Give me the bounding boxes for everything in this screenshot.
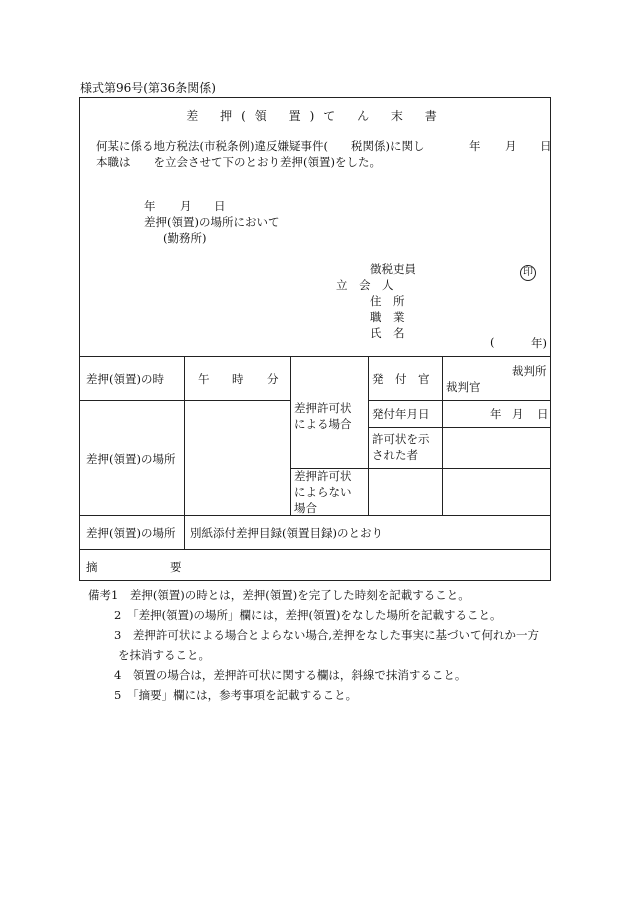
note-3-cont: を抹消すること。	[118, 648, 210, 662]
intro-line-1: 何某に係る地方税法(市税条例)違反嫌疑事件( 税関係)に関し	[96, 139, 425, 153]
court-label: 裁判所	[512, 364, 547, 378]
name-label: 氏 名	[370, 326, 405, 340]
address-label: 住 所	[370, 294, 405, 308]
intro-year: 年	[469, 139, 481, 153]
time-am-pm: 午	[198, 372, 210, 386]
document-title: 差 押(領 置)て ん 末 書	[186, 109, 446, 123]
time-minute: 分	[267, 372, 279, 386]
note-1: 備考1 差押(領置)の時とは，差押(領置)を完了した時刻を記載すること。	[88, 588, 470, 602]
col-rule-3	[368, 356, 369, 515]
issue-day: 日	[537, 407, 549, 421]
place-label: 差押(領置)の場所	[86, 452, 176, 466]
summary-label-2: 要	[170, 560, 182, 574]
note-2: 2 「差押(領置)の場所」欄には，差押(領置)をなした場所を記載すること。	[114, 608, 502, 622]
age-close: 年)	[531, 336, 547, 350]
occupation-label: 職 業	[370, 310, 405, 324]
notes	[88, 585, 539, 705]
no-warrant-case-label: 差押許可状 によらない 場合	[294, 469, 352, 515]
office-line: (勤務所)	[163, 231, 207, 245]
intro-line-2: 本職は を立会させて下のとおり差押(領置)をした。	[96, 155, 381, 169]
rule-time-row	[80, 400, 290, 401]
col-rule-1	[184, 356, 185, 549]
summary-label-1: 摘	[86, 560, 98, 574]
intro-month: 月	[505, 139, 517, 153]
note-4: 4 領置の場合は，差押許可状に関する欄は，斜線で抹消すること。	[114, 668, 467, 682]
intro-day: 日	[540, 139, 552, 153]
issuer-label: 発 付 官	[372, 372, 430, 386]
age-open: (	[490, 335, 495, 349]
issue-month: 月	[512, 407, 524, 421]
time-hour: 時	[232, 372, 244, 386]
form-box	[79, 97, 551, 581]
warrant-case-label: 差押許可状 による場合	[294, 401, 352, 431]
place-label-2: 差押(領置)の場所	[86, 526, 176, 540]
issue-date-label: 発付年月日	[372, 407, 430, 421]
rule-issue-date-row	[368, 427, 550, 428]
time-label: 差押(領置)の時	[86, 372, 164, 386]
note-3: 3 差押許可状による場合とよらない場合,差押をなした事実に基づいて何れか一方	[114, 628, 539, 642]
col-rule-4	[442, 356, 443, 515]
table-top-rule	[80, 356, 550, 357]
note-5: 5 「摘要」欄には，参考事項を記載すること。	[114, 688, 358, 702]
shown-to-label: 許可状を示 された者	[372, 432, 430, 462]
seal-icon: 印	[520, 260, 536, 281]
officer-label: 徴税吏員	[370, 262, 416, 276]
date-day: 日	[214, 199, 226, 213]
place-line: 差押(領置)の場所において	[144, 215, 280, 229]
inventory-text: 別紙添付差押目録(領置目録)のとおり	[190, 526, 383, 540]
form-number: 様式第96号(第36条関係)	[80, 81, 216, 95]
date-year: 年	[144, 199, 156, 213]
col-rule-2	[290, 356, 291, 515]
witness-label: 立 会 人	[336, 278, 394, 292]
rule-inventory-row	[80, 549, 550, 550]
judge-label: 裁判官	[446, 380, 481, 394]
issue-year: 年	[490, 407, 502, 421]
date-month: 月	[180, 199, 192, 213]
rule-issuer-row	[368, 400, 550, 401]
